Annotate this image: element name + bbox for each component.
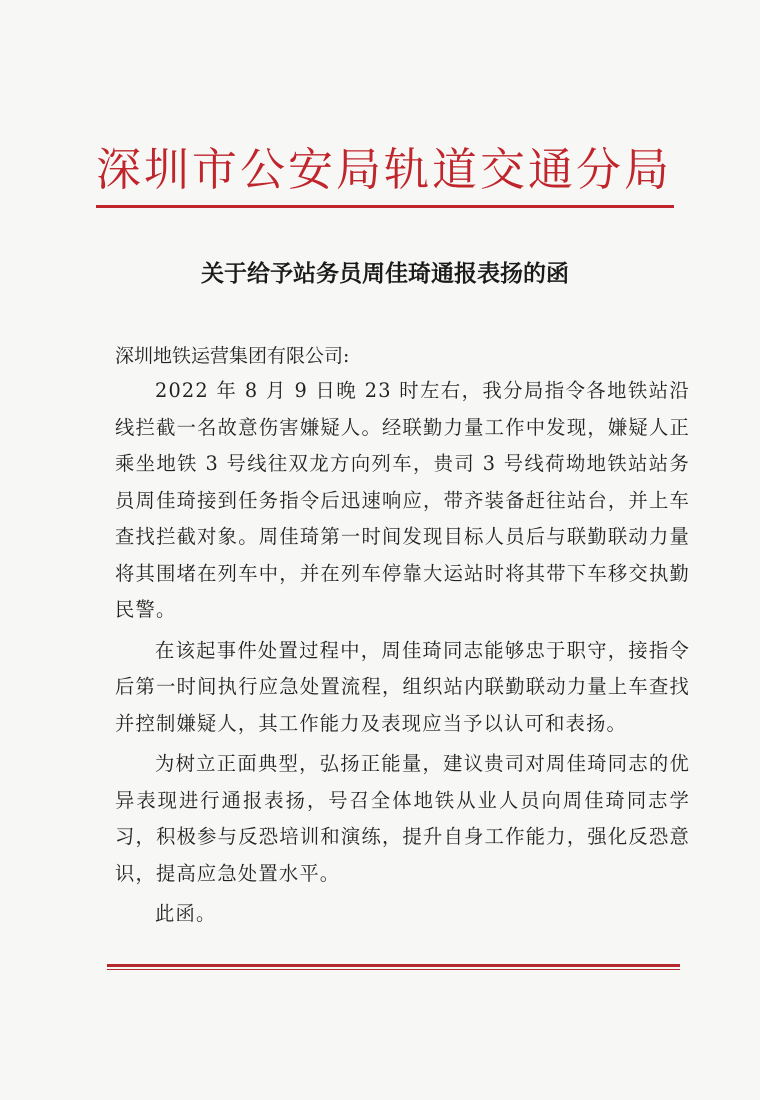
document-title: 关于给予站务员周佳琦通报表扬的函 (201, 261, 569, 287)
letterhead-title: 深圳市公安局轨道交通分局 (96, 143, 673, 196)
salutation: 深圳地铁运营集团有限公司: (115, 345, 350, 367)
footer-rule (107, 964, 680, 967)
paragraph-evaluation: 在该起事件处置过程中，周佳琦同志能够忠于职守，接指令后第一时间执行应急处置流程，组织站内联勤联动力量上车查找并控制嫌疑人，其工作能力及表现应当予以认可和表扬。 (115, 638, 690, 735)
footer-rule-thin (107, 969, 680, 970)
document-body (115, 373, 690, 933)
paragraph-incident: 2022 年 8 月 9 日晚 23 时左右，我分局指令各地铁站沿线拦截一名故意伤害嫌疑人。经联勤力量工作中发现，嫌疑人正乘坐地铁 3 号线往双龙方向列车，贵司 3 号线荷坳地铁站站务员周佳琦接到任务指令后迅速响应，带齐装备赶往站台，并上车查找拦截对象。周佳琦第一时间发现目标人员后与联勤联动力量将其围堵在列车中，并在列车停靠大运站时将其带下车移交执勤民警。 (115, 379, 690, 621)
paragraph-closing: 此函。 (155, 902, 217, 925)
paragraph-recommendation: 为树立正面典型，弘扬正能量，建议贵司对周佳琦同志的优异表现进行通报表扬，号召全体地铁从业人员向周佳琦同志学习，积极参与反恐培训和演练，提升自身工作能力，强化反恐意识，提高应急处置水平。 (115, 752, 690, 885)
letterhead-rule (96, 205, 674, 208)
